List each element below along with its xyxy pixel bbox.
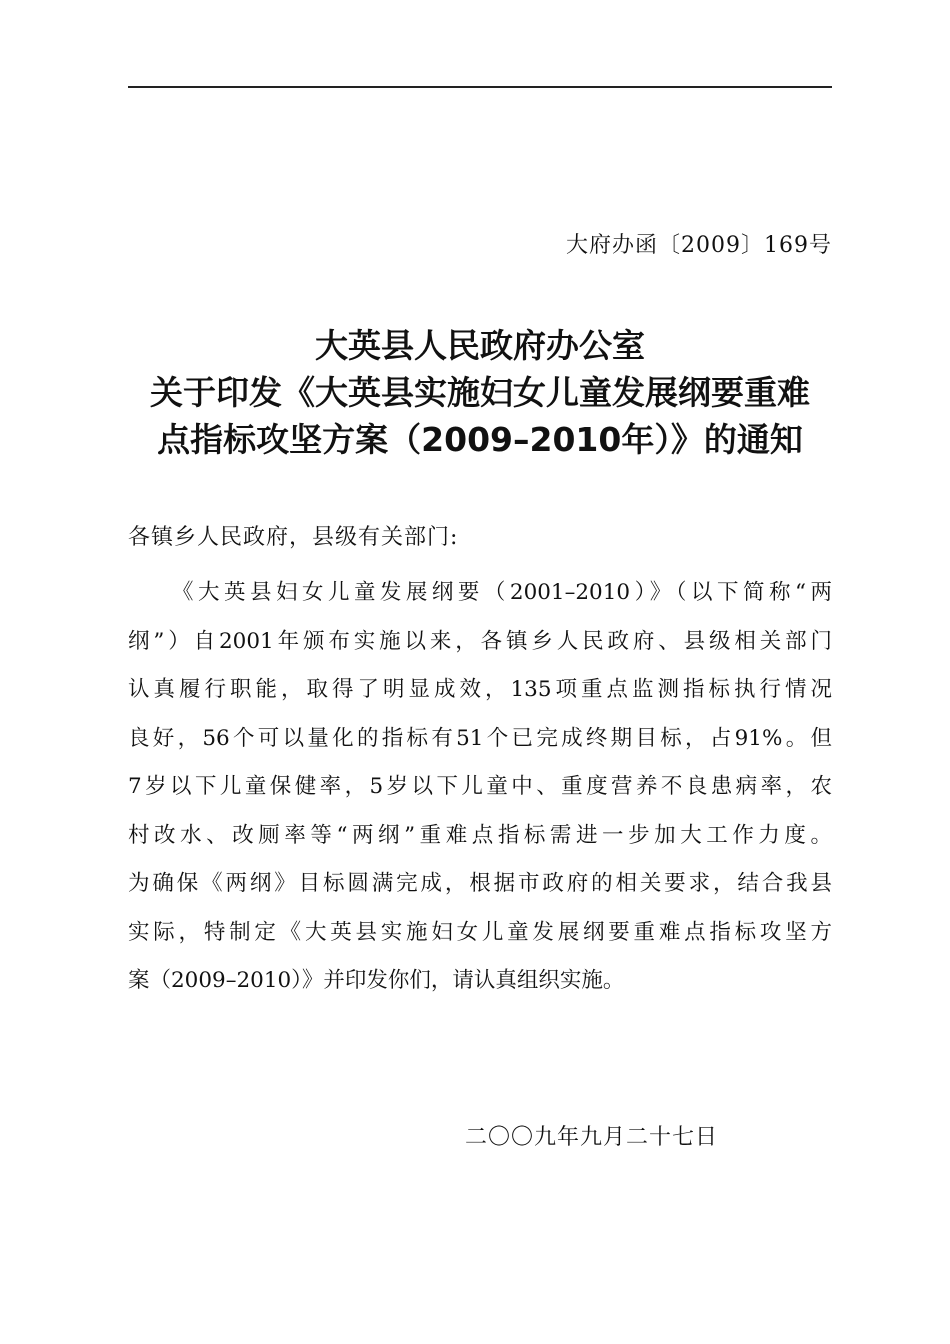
body-paragraph bbox=[128, 569, 832, 1006]
body-line: 良好，56个可以量化的指标有51个已完成终期目标，占91%。但 bbox=[128, 725, 832, 751]
title-line: 关于印发《大英县实施妇女儿童发展纲要重难 bbox=[150, 373, 810, 412]
body-line: 认真履行职能，取得了明显成效，135项重点监测指标执行情况 bbox=[128, 677, 832, 702]
body-line: 为确保《两纲》目标圆满完成，根据市政府的相关要求，结合我县 bbox=[128, 871, 832, 896]
issue-date: 二〇〇九年九月二十七日 bbox=[465, 1125, 719, 1150]
body-line: 案（2009–2010）》并印发你们，请认真组织实施。 bbox=[128, 968, 625, 993]
document-number: 大府办函〔2009〕169号 bbox=[566, 233, 832, 258]
body-line: 《大英县妇女儿童发展纲要（2001–2010）》（以下简称“两 bbox=[172, 580, 832, 605]
salutation: 各镇乡人民政府，县级有关部门: bbox=[128, 525, 459, 550]
title-line: 大英县人民政府办公室 bbox=[315, 326, 645, 365]
body-line: 纲”）自2001年颁布实施以来，各镇乡人民政府、县级相关部门 bbox=[128, 628, 832, 654]
body-line: 7岁以下儿童保健率，5岁以下儿童中、重度营养不良患病率，农 bbox=[128, 774, 832, 799]
header-divider bbox=[128, 86, 832, 88]
body-line: 村改水、改厕率等“两纲”重难点指标需进一步加大工作力度。 bbox=[128, 822, 832, 848]
body-line: 实际，特制定《大英县实施妇女儿童发展纲要重难点指标攻坚方 bbox=[128, 919, 832, 945]
document-title bbox=[118, 322, 842, 463]
title-line: 点指标攻坚方案（2009–2010年）》的通知 bbox=[157, 420, 803, 459]
